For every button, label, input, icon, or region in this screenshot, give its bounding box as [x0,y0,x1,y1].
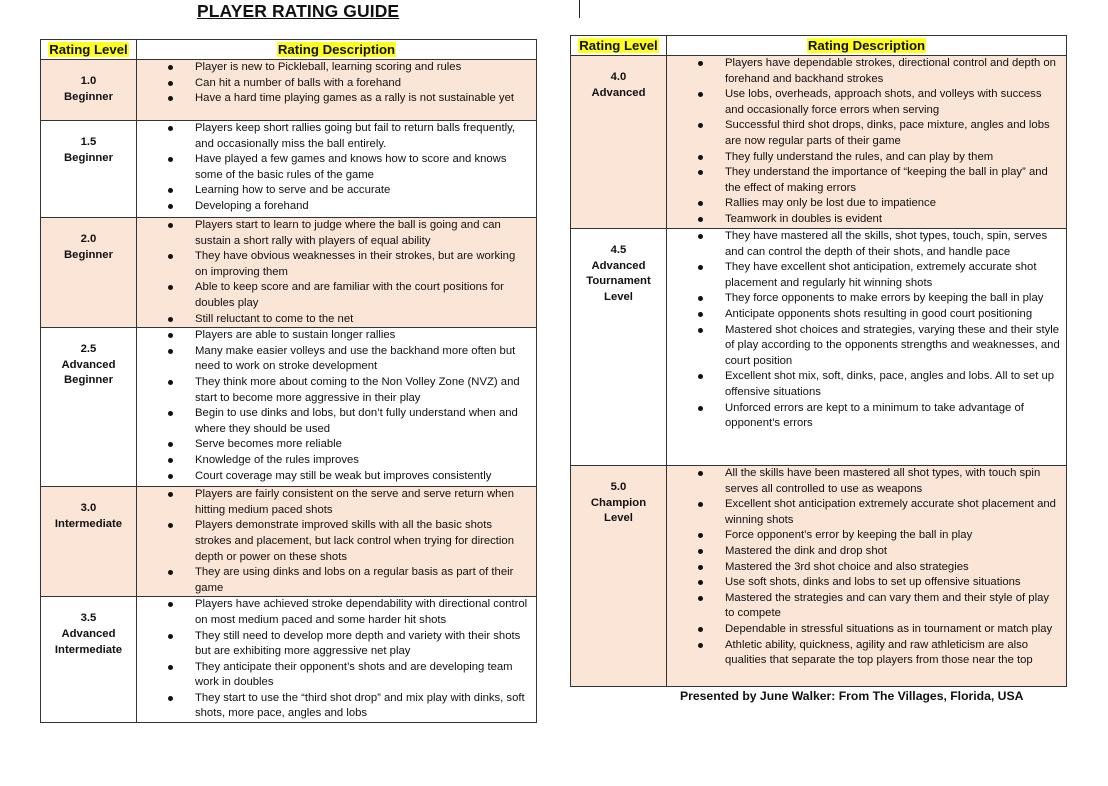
rating-row [41,328,537,487]
description-bullet: They are using dinks and lobs on a regular basis as part of their game [195,565,536,596]
description-bullet: They have mastered all the skills, shot types, touch, spin, serves and can control the depth of their shots, and handle pace [725,229,1066,260]
rating-number: 2.5 [80,343,97,356]
description-bullet: They start to use the “third shot drop” and mix play with dinks, soft shots, more pace, angles and lobs [195,691,536,722]
rating-description-header: Rating Description [667,36,1067,56]
description-bullet: Players are able to sustain longer rallies [195,328,536,344]
description-bullet: They fully understand the rules, and can play by them [725,150,1066,166]
table-header-row [41,40,537,60]
description-bullet: Able to keep score and are familiar with the court positions for doubles play [195,280,536,311]
description-bullet: Developing a forehand [195,199,536,215]
rating-description-cell [667,56,1067,229]
rating-label: Beginner [64,248,113,261]
rating-number: 1.5 [80,136,97,148]
description-bullet: Use lobs, overheads, approach shots, and volleys with success and occasionally force errors when serving [725,87,1066,118]
description-list [137,60,536,107]
rating-label: Intermediate [54,643,123,656]
description-bullet: Players demonstrate improved skills with all the basic shots strokes and placement, but lack control when trying for direction depth or power on these shots [195,518,536,565]
rating-label: Advanced [591,259,646,272]
description-list [137,487,536,596]
rating-table-right [570,35,1067,687]
description-bullet: Mastered the dink and drop shot [725,544,1066,560]
rating-number: 4.0 [610,71,627,83]
rating-description-cell [137,328,537,487]
table-header-row [571,36,1067,56]
rating-label: Beginner [64,151,113,164]
rating-label: Level [604,512,633,525]
rating-number: 1.0 [80,75,97,87]
rating-level-cell [41,121,137,218]
description-list [137,597,536,722]
description-bullet: They still need to develop more depth and variety with their shots but are exhibiting more aggressive net play [195,629,536,660]
rating-number: 5.0 [610,481,627,493]
page-title: PLAYER RATING GUIDE [197,1,400,21]
description-bullet: Many make easier volleys and use the backhand more often but need to work on stroke development [195,344,536,375]
description-bullet: Have played a few games and knows how to score and knows some of the basic rules of the game [195,152,536,183]
rating-table-left [40,39,537,723]
rating-description-cell [137,60,537,121]
description-bullet: Mastered the 3rd shot choice and also strategies [725,560,1066,576]
description-bullet: Anticipate opponents shots resulting in good court positioning [725,307,1066,323]
rating-row [571,466,1067,687]
rating-level-cell [41,597,137,723]
rating-row [571,56,1067,229]
description-bullet: Knowledge of the rules improves [195,453,536,469]
footer-credit: Presented by June Walker: From The Villages, Florida, USA [680,689,1024,703]
description-bullet: They force opponents to make errors by keeping the ball in play [725,291,1066,307]
description-bullet: Unforced errors are kept to a minimum to take advantage of opponent’s errors [725,401,1066,432]
description-list [137,121,536,215]
rating-description-cell [667,466,1067,687]
description-bullet: Mastered the strategies and can vary them and their style of play to compete [725,591,1066,622]
rating-level-header: Rating Level [571,36,667,56]
description-bullet: Still reluctant to come to the net [195,312,536,328]
description-bullet: Players start to learn to judge where the ball is going and can sustain a short rally with players of equal ability [195,218,536,249]
description-bullet: Begin to use dinks and lobs, but don’t fully understand when and where they should be used [195,406,536,437]
rating-row [41,597,537,723]
rating-label: Tournament [586,275,651,288]
description-bullet: Court coverage may still be weak but improves consistently [195,469,536,485]
rating-number: 2.0 [80,233,97,245]
description-bullet: Have a hard time playing games as a rally is not sustainable yet [195,91,536,107]
description-bullet: Excellent shot mix, soft, dinks, pace, angles and lobs. All to set up offensive situations [725,369,1066,400]
description-bullet: Mastered shot choices and strategies, varying these and their style of play according to the opponents strengths and weaknesses, and court position [725,323,1066,370]
rating-number: 3.5 [80,612,97,625]
description-bullet: Use soft shots, dinks and lobs to set up offensive situations [725,575,1066,591]
description-bullet: Learning how to serve and be accurate [195,183,536,199]
description-list [137,218,536,327]
divider [579,0,580,18]
description-bullet: Can hit a number of balls with a forehand [195,76,536,92]
rating-label: Level [604,290,633,303]
rating-level-cell [571,229,667,466]
rating-level-cell [41,328,137,487]
rating-number: 4.5 [610,244,627,256]
description-bullet: Excellent shot anticipation extremely accurate shot placement and winning shots [725,497,1066,528]
description-bullet: They think more about coming to the Non Volley Zone (NVZ) and start to become more aggressive in their play [195,375,536,406]
description-bullet: Players keep short rallies going but fail to return balls frequently, and occasionally miss the ball entirely. [195,121,536,152]
rating-label: Advanced [61,358,116,371]
description-bullet: Dependable in stressful situations as in tournament or match play [725,622,1066,638]
rating-level-cell [41,218,137,328]
rating-label: Advanced [591,86,646,99]
rating-description-cell [137,487,537,597]
rating-row [41,60,537,121]
rating-level-cell [571,56,667,229]
description-list [667,56,1066,228]
description-bullet: Athletic ability, quickness, agility and raw athleticism are also qualities that separate the top players from those near the top [725,638,1066,669]
rating-level-cell [41,487,137,597]
rating-row [41,218,537,328]
description-bullet: Force opponent’s error by keeping the ball in play [725,528,1066,544]
description-bullet: Players have dependable strokes, directional control and depth on forehand and backhand strokes [725,56,1066,87]
description-bullet: Players are fairly consistent on the serve and serve return when hitting medium paced shots [195,487,536,518]
description-bullet: They anticipate their opponent’s shots and are developing team work in doubles [195,660,536,691]
rating-description-cell [137,218,537,328]
description-bullet: Player is new to Pickleball, learning scoring and rules [195,60,536,76]
rating-number: 3.0 [80,502,97,515]
rating-description-cell [137,121,537,218]
rating-level-cell [571,466,667,687]
description-bullet: Serve becomes more reliable [195,437,536,453]
description-bullet: They have excellent shot anticipation, extremely accurate shot placement and regularly hit winning shots [725,260,1066,291]
description-bullet: All the skills have been mastered all shot types, with touch spin serves all controlled to use as weapons [725,466,1066,497]
description-bullet: Successful third shot drops, dinks, pace mixture, angles and lobs are now regular parts of their game [725,118,1066,149]
description-bullet: They understand the importance of “keeping the ball in play” and the effect of making errors [725,165,1066,196]
rating-label: Advanced [61,627,116,640]
description-list [137,328,536,484]
description-bullet: Teamwork in doubles is evident [725,212,1066,228]
description-bullet: They have obvious weaknesses in their strokes, but are working on improving them [195,249,536,280]
rating-label: Intermediate [54,517,123,530]
rating-row [41,121,537,218]
description-bullet: Players have achieved stroke dependability with directional control on most medium paced and some harder hit shots [195,597,536,628]
rating-description-cell [667,229,1067,466]
description-bullet: Rallies may only be lost due to impatience [725,196,1066,212]
rating-level-cell [41,60,137,121]
rating-label: Beginner [64,90,113,103]
rating-description-cell [137,597,537,723]
rating-level-header: Rating Level [41,40,137,60]
rating-row [41,487,537,597]
rating-label: Champion [590,496,647,509]
rating-label: Beginner [64,374,113,387]
description-list [667,466,1066,669]
description-list [667,229,1066,432]
rating-row [571,229,1067,466]
rating-description-header: Rating Description [137,40,537,60]
